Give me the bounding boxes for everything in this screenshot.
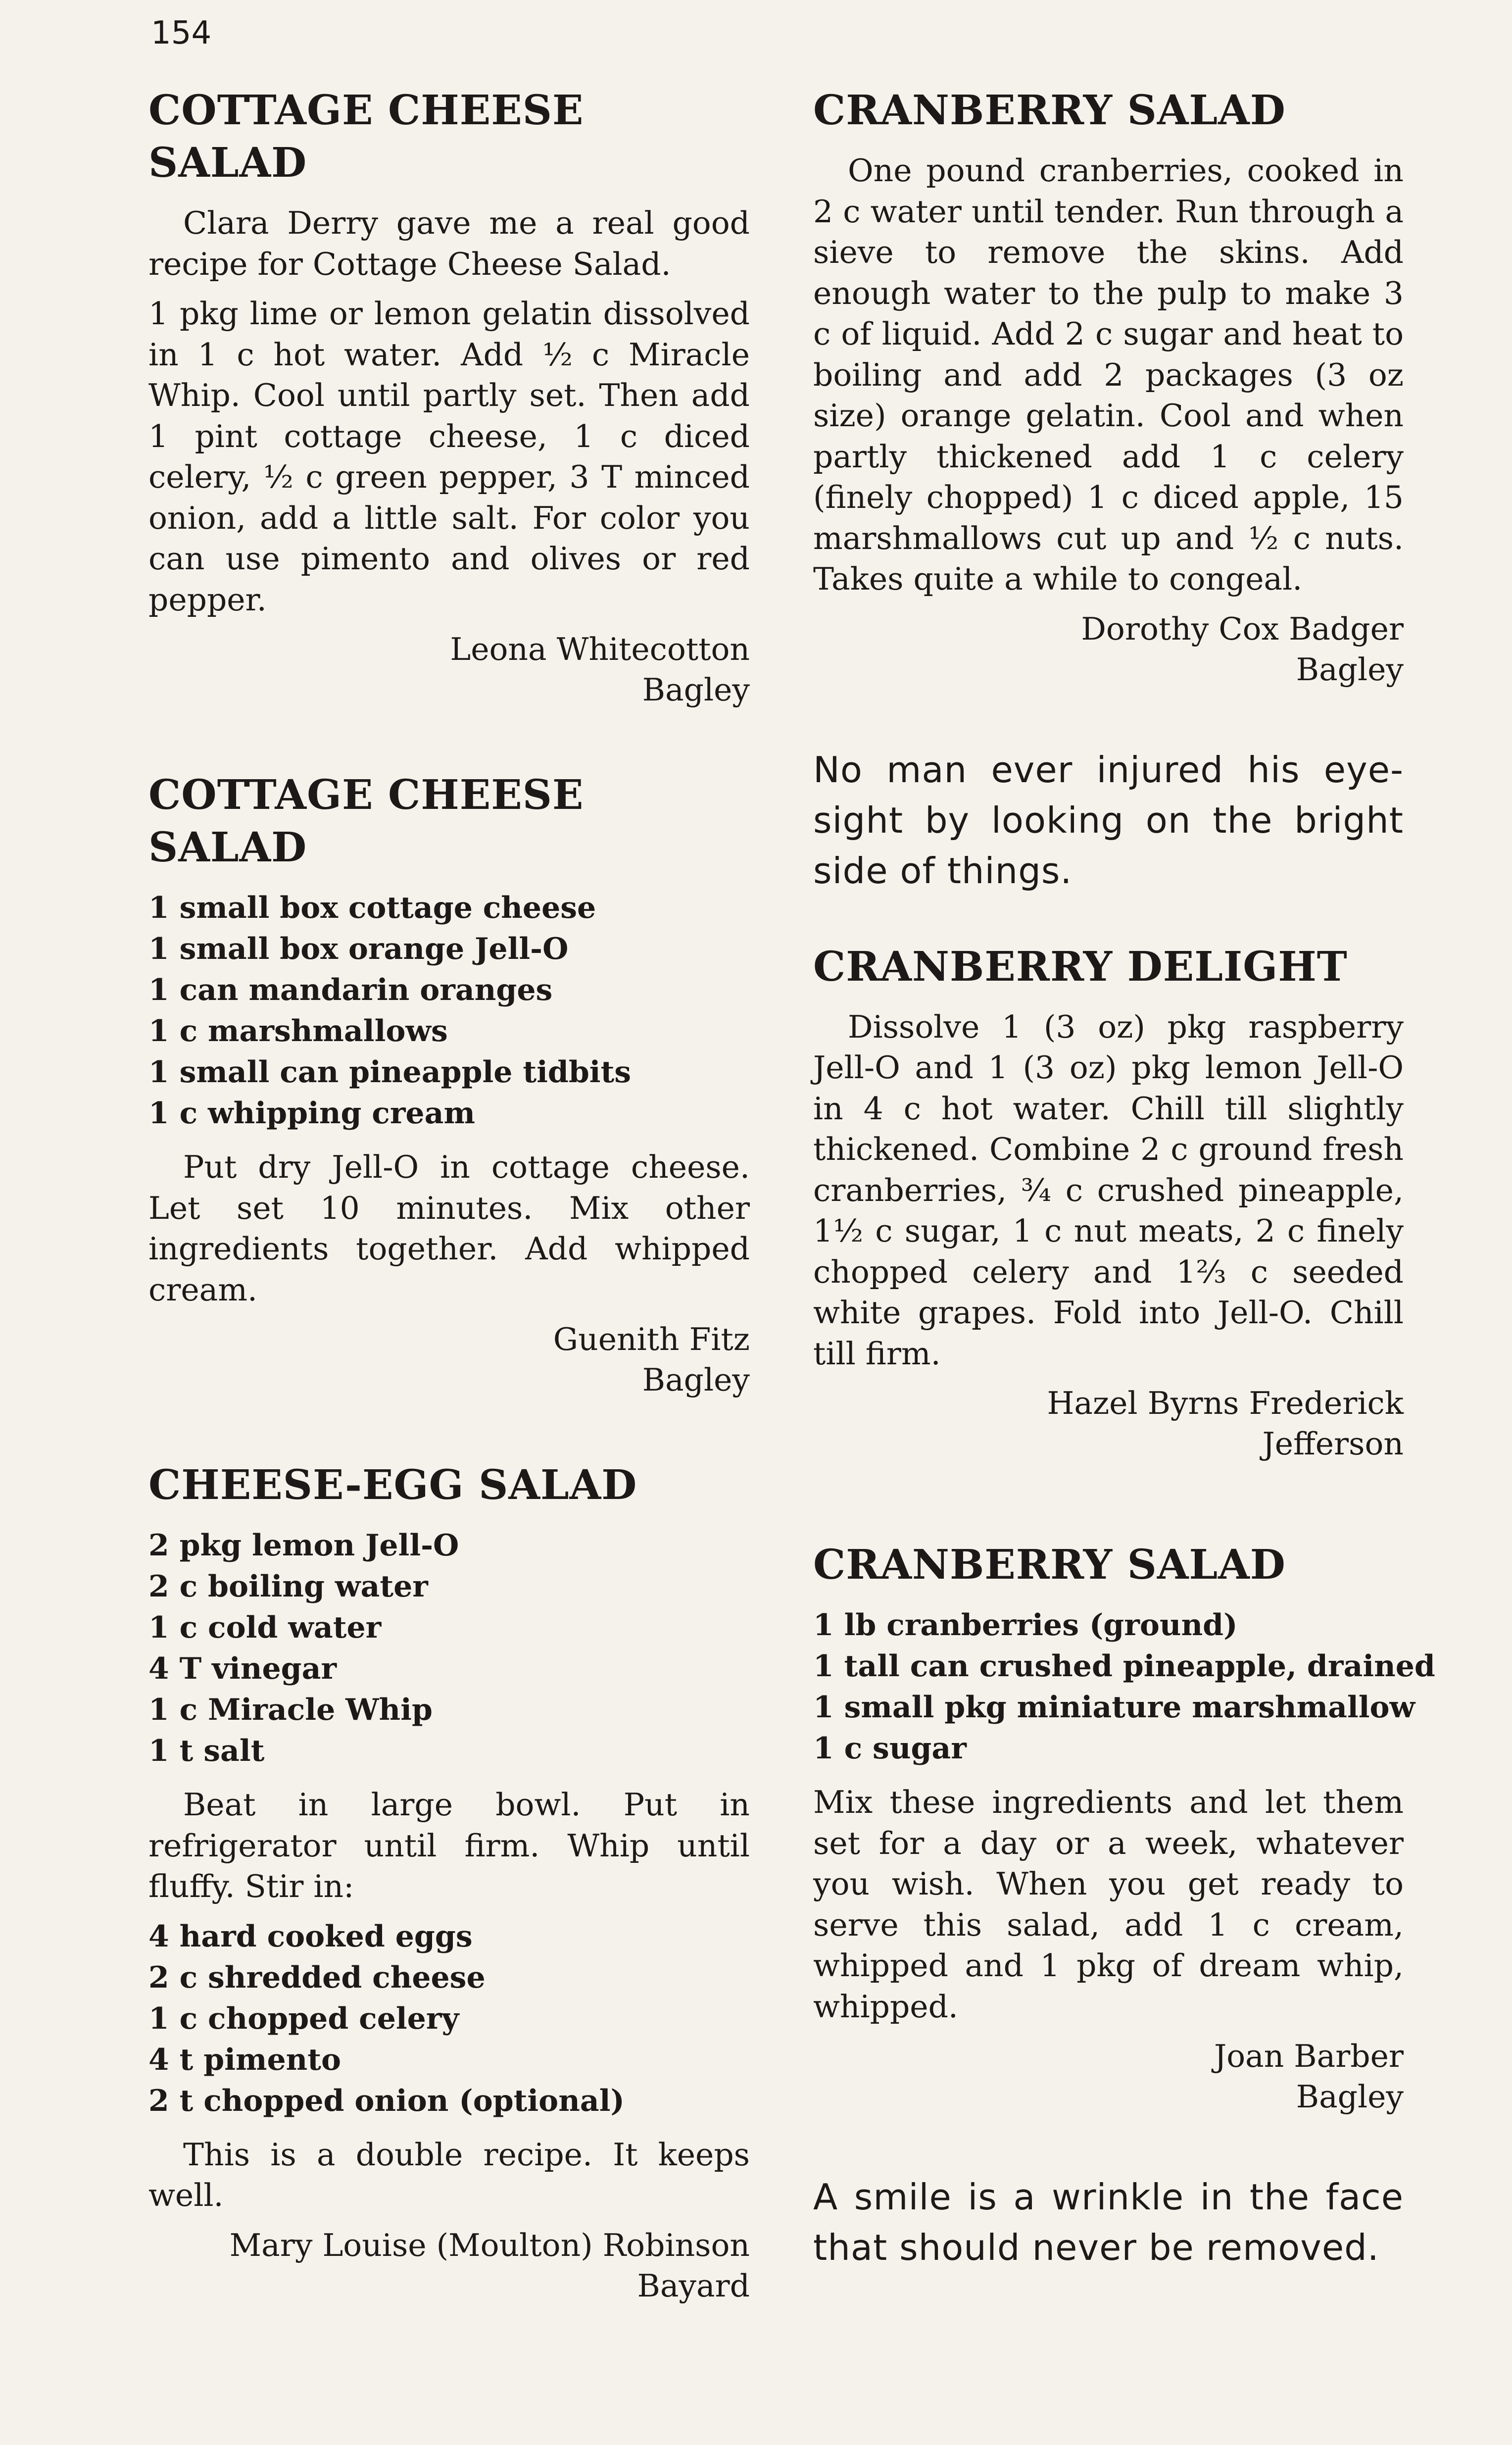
ingredient-item: 2 c boiling water (148, 1569, 428, 1604)
recipe-signature (148, 629, 750, 710)
author-name: Leona Whitecotton (450, 631, 750, 667)
ingredient-item: 2 c shredded cheese (148, 1960, 486, 1995)
recipe-cranberry-delight (813, 941, 1404, 1465)
recipe-signature (148, 1319, 750, 1400)
ingredient-item: 1 small box cottage cheese (148, 891, 596, 925)
recipe-title: CHEESE-EGG SALAD (148, 1461, 637, 1509)
recipe-title-line1: COTTAGE CHEESE (148, 87, 584, 134)
author-town: Bayard (637, 2267, 750, 2304)
recipe-title-line1: COTTAGE CHEESE (148, 771, 584, 819)
recipe-cottage-cheese-salad-1 (148, 84, 750, 710)
quote-smile: A smile is a wrinkle in the face that should never be removed. (813, 2176, 1404, 2268)
recipe-title: CRANBERRY DELIGHT (813, 943, 1348, 991)
recipe-directions: Beat in large bowl. Put in refrigerator until firm. Whip until fluffy. Stir in: (148, 1787, 750, 1904)
recipe-title (148, 769, 750, 874)
author-town: Jefferson (1262, 1426, 1404, 1462)
recipe-title: CRANBERRY SALAD (813, 1541, 1286, 1589)
recipe-title: CRANBERRY SALAD (813, 87, 1286, 134)
author-town: Bagley (1296, 2079, 1404, 2115)
author-name: Guenith Fitz (553, 1321, 750, 1357)
ingredient-item: 1 c sugar (813, 1731, 967, 1766)
author-name: Dorothy Cox Badger (1081, 610, 1404, 647)
recipe-directions: Put dry Jell-O in cottage cheese. Let set 10 minutes. Mix other ingredients together. Add whipped cream. (148, 1149, 750, 1308)
recipe-title (148, 84, 750, 189)
ingredient-item: 1 small can pineapple tidbits (148, 1055, 632, 1090)
recipe-cranberry-salad-1 (813, 84, 1404, 690)
recipe-title-line2: SALAD (148, 139, 307, 187)
recipe-intro: Clara Derry gave me a real good recipe for Cottage Cheese Salad. (148, 205, 750, 282)
ingredient-item: 1 can mandarin oranges (148, 973, 553, 1007)
ingredient-item: 4 T vinegar (148, 1651, 337, 1686)
recipe-note: This is a double recipe. It keeps well. (148, 2136, 750, 2213)
recipe-signature (813, 2036, 1404, 2117)
right-column (813, 84, 1435, 2273)
ingredient-list (813, 1605, 1435, 1769)
author-town: Bagley (642, 672, 750, 708)
recipe-title-line2: SALAD (148, 824, 307, 871)
recipe-body: Dissolve 1 (3 oz) pkg raspberry Jell-O and 1 (3 oz) pkg lemon Jell-O in 4 c hot water. Chill till slightly thickened. Combine 2 c ground fresh cranberries, ¾ c crushed pineapple, 1½ c sugar, 1 c nut meats, 2 c finely chopped celery and 1⅔ c seeded white grapes. Fold into Jell-O. Chill till firm. (813, 1008, 1404, 1372)
ingredient-item: 1 c marshmallows (148, 1014, 448, 1048)
ingredient-list (148, 1525, 750, 1772)
recipe-directions: Mix these ingredients and let them set for a day or a week, whatever you wish. When you get ready to serve this salad, add 1 c cream, whipped and 1 pkg of dream whip, whipped. (813, 1784, 1404, 2025)
ingredient-item: 1 c cold water (148, 1610, 382, 1645)
ingredient-item: 1 lb cranberries (ground) (813, 1608, 1238, 1643)
recipe-body: 1 pkg lime or lemon gelatin dissolved in 1 c hot water. Add ½ c Miracle Whip. Cool until partly set. Then add 1 pint cottage cheese, 1 c diced celery, ½ c green pepper, 3 T minced onion, add a little salt. For color you can use pimento and olives or red pepper. (148, 296, 750, 618)
recipe-cranberry-salad-2 (813, 1539, 1435, 2117)
recipe-signature (813, 1383, 1404, 1464)
ingredient-item: 4 hard cooked eggs (148, 1919, 473, 1954)
author-name: Mary Louise (Moulton) Robinson (229, 2227, 750, 2263)
recipe-signature (813, 609, 1404, 690)
ingredient-item: 1 tall can crushed pineapple, drained (813, 1649, 1435, 1684)
ingredient-item: 1 t salt (148, 1734, 265, 1768)
ingredient-item: 1 small box orange Jell-O (148, 932, 569, 966)
ingredient-item: 4 t pimento (148, 2042, 341, 2077)
ingredient-list-2 (148, 1916, 750, 2122)
ingredient-list (148, 888, 750, 1134)
ingredient-item: 1 c whipping cream (148, 1096, 475, 1131)
author-town: Bagley (1296, 651, 1404, 688)
author-name: Joan Barber (1214, 2038, 1404, 2074)
ingredient-item: 1 c Miracle Whip (148, 1693, 433, 1727)
recipe-cottage-cheese-salad-2 (148, 769, 750, 1400)
ingredient-item: 1 c chopped celery (148, 2001, 459, 2036)
recipe-body: One pound cranberries, cooked in 2 c water until tender. Run through a sieve to remove the skins. Add enough water to the pulp to make 3 c of liquid. Add 2 c sugar and heat to boiling and add 2 packages (3 oz size) orange gelatin. Cool and when partly thickened add 1 c celery (finely chopped) 1 c diced apple, 15 marshmallows cut up and ½ c nuts. Takes quite a while to congeal. (813, 152, 1404, 597)
ingredient-item: 2 t chopped onion (optional) (148, 2083, 625, 2118)
ingredient-item: 2 pkg lemon Jell-O (148, 1528, 459, 1563)
author-town: Bagley (642, 1362, 750, 1398)
left-column (148, 84, 750, 2306)
quote-bright-side: No man ever injured his eye-sight by looking on the bright side of things. (813, 748, 1404, 892)
recipe-cheese-egg-salad (148, 1459, 750, 2306)
page-number: 154 (151, 15, 212, 51)
recipe-signature (148, 2225, 750, 2306)
author-name: Hazel Byrns Frederick (1047, 1385, 1404, 1421)
ingredient-item: 1 small pkg miniature marshmallow (813, 1690, 1415, 1725)
